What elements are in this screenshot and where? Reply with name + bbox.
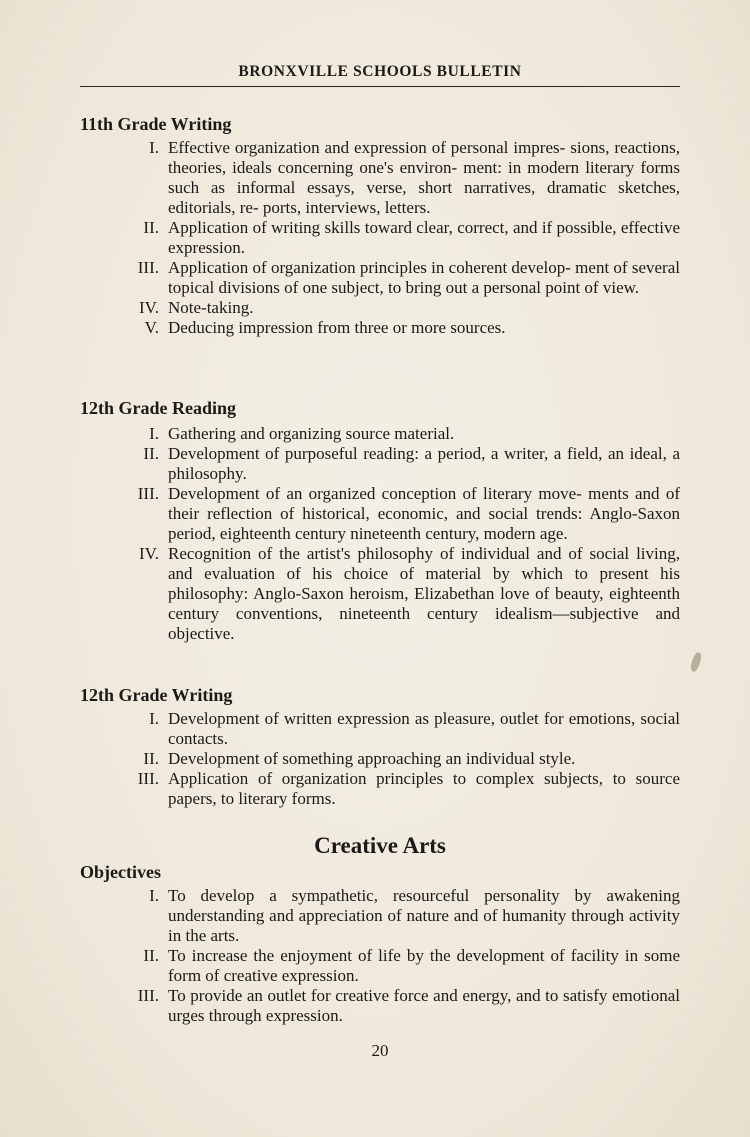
item-numeral: I. xyxy=(149,424,159,443)
list-item xyxy=(80,769,680,809)
item-numeral: III. xyxy=(137,484,159,503)
item-numeral: I. xyxy=(149,138,159,157)
list-item xyxy=(80,258,680,298)
running-head: BRONXVILLE SCHOOLS BULLETIN xyxy=(238,63,522,80)
item-text: Development of something approaching an individual style. xyxy=(168,749,576,768)
item-text: Application of organization principles in coherent develop- ment of several topical divisions of one subject, to bring out a personal point of view. xyxy=(168,258,680,297)
item-numeral: V. xyxy=(144,318,159,337)
ink-smudge xyxy=(689,651,703,672)
list-item xyxy=(80,444,680,484)
item-text: Development of purposeful reading: a period, a writer, a field, an ideal, a philosophy. xyxy=(168,444,680,483)
item-text: Application of organization principles to complex subjects, to source papers, to literary forms. xyxy=(168,769,680,808)
item-text: Effective organization and expression of personal impres- sions, reactions, theories, ideals concerning one's environ- ment: in modern literary forms such as informal essays, verse, short narratives, dramatic sketches, editorials, re- ports, interviews, letters. xyxy=(168,138,680,217)
item-text: To provide an outlet for creative force and energy, and to satisfy emotional urges through expression. xyxy=(168,986,680,1025)
list-12th-grade-reading xyxy=(80,424,680,644)
list-item xyxy=(80,298,680,318)
item-text: To develop a sympathetic, resourceful personality by awakening understanding and appreciation of nature and of humanity through activity in the arts. xyxy=(168,886,680,945)
item-numeral: I. xyxy=(149,709,159,728)
item-text: Development of an organized conception of literary move- ments and of their reflection of historical, economic, and social trends: Anglo-Saxon period, eighteenth century nineteenth century, modern age. xyxy=(168,484,680,543)
item-numeral: I. xyxy=(149,886,159,905)
item-text: Deducing impression from three or more sources. xyxy=(168,318,506,337)
item-numeral: III. xyxy=(137,258,159,277)
item-numeral: II. xyxy=(143,946,159,965)
item-numeral: II. xyxy=(143,444,159,463)
item-numeral: III. xyxy=(137,986,159,1005)
list-item xyxy=(80,946,680,986)
objectives-subheading: Objectives xyxy=(80,862,161,882)
list-item xyxy=(80,986,680,1026)
item-text: Development of written expression as pleasure, outlet for emotions, social contacts. xyxy=(168,709,680,748)
list-item xyxy=(80,544,680,644)
list-item xyxy=(80,318,680,338)
item-text: Recognition of the artist's philosophy of individual and of social living, and evaluation of his choice of material by which to present his philosophy: Anglo-Saxon heroism, Elizabethan love of beauty, eighteenth century conventions, nineteenth century idealism—subjective and objective. xyxy=(168,544,680,643)
list-creative-arts-objectives xyxy=(80,886,680,1026)
list-item xyxy=(80,218,680,258)
list-12th-grade-writing xyxy=(80,709,680,809)
item-text: To increase the enjoyment of life by the development of facility in some form of creative expression. xyxy=(168,946,680,985)
section-title-12th-grade-reading: 12th Grade Reading xyxy=(80,398,237,418)
section-title-11th-grade-writing: 11th Grade Writing xyxy=(80,114,232,134)
item-numeral: II. xyxy=(143,218,159,237)
item-numeral: III. xyxy=(137,769,159,788)
item-numeral: IV. xyxy=(139,298,159,317)
list-item xyxy=(80,424,680,444)
list-item xyxy=(80,886,680,946)
list-item xyxy=(80,484,680,544)
section-title-12th-grade-writing: 12th Grade Writing xyxy=(80,685,233,705)
list-item xyxy=(80,138,680,218)
list-11th-grade-writing xyxy=(80,138,680,338)
page-number: 20 xyxy=(371,1041,389,1060)
item-text: Note-taking. xyxy=(168,298,254,317)
item-text: Application of writing skills toward clear, correct, and if possible, effective expression. xyxy=(168,218,680,257)
list-item xyxy=(80,709,680,749)
item-numeral: IV. xyxy=(139,544,159,563)
item-numeral: II. xyxy=(143,749,159,768)
header-rule xyxy=(80,86,680,87)
creative-arts-heading: Creative Arts xyxy=(314,833,446,858)
list-item xyxy=(80,749,680,769)
item-text: Gathering and organizing source material. xyxy=(168,424,455,443)
